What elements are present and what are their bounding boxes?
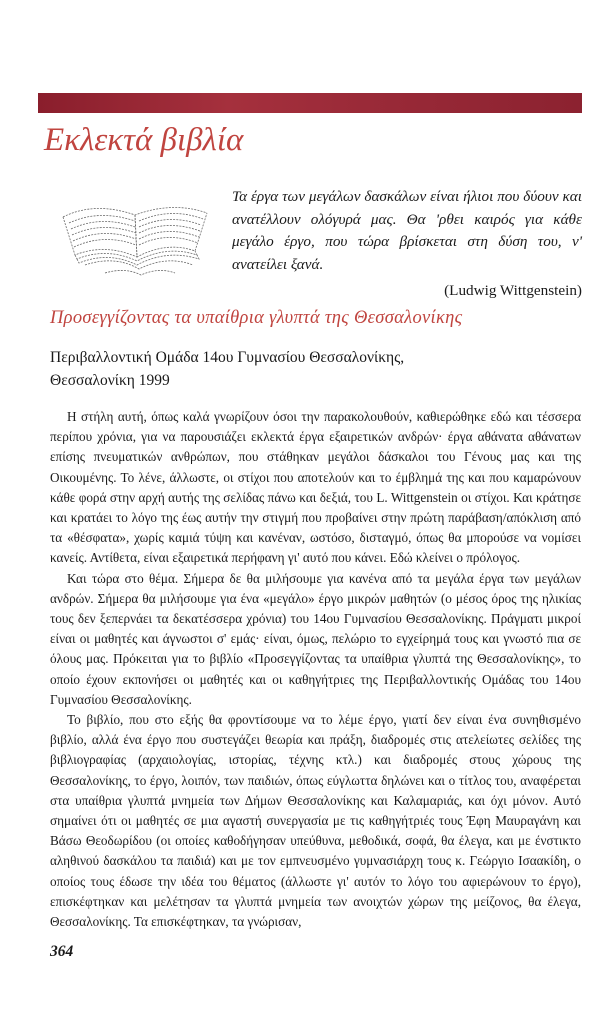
header-banner — [38, 93, 582, 113]
author-line-1: Περιβαλλοντική Ομάδα 14ου Γυμνασίου Θεσσαλονίκης, — [50, 349, 405, 366]
article-body — [50, 407, 581, 932]
open-book-icon — [55, 183, 217, 281]
body-paragraph: Και τώρα στο θέμα. Σήμερα δε θα μιλήσουμε για κανένα από τα μεγάλα έργα των μεγάλων ανδρών. Σήμερα θα μιλήσουμε για ένα «μεγάλο» έργο μικρών μαθητών (ο μέσος όρος της ηλικίας τους δεν ξεπερνάει τα δεκατέσσερα χρόνια) του 14ου Γυμνασίου Θεσσαλονίκης. Πράγματι μικροί είναι οι μαθητές και άγνωστοι σ' εμάς· είναι, όμως, πελώριο το εγχείρημά τους και γνωστό πια σε όλους μας. Πρόκειται για το βιβλίο «Προσεγγίζοντας τα υπαίθρια γλυπτά της Θεσσαλονίκης», το οποίο έχουν εκπονήσει οι μαθητές και οι καθηγήτριες της Περιβαλλοντικής Ομάδας του 14ου Γυμνασίου Θεσσαλονίκης. — [50, 570, 581, 707]
body-paragraph: Το βιβλίο, που στο εξής θα φροντίσουμε να το λέμε έργο, γιατί δεν είναι ένα συνηθισμένο βιβλίο, αλλά ένα έργο που συστεγάζει θεωρία και πράξη, διαδρομές στις ατελείωτες σελίδες της βιβλιογραφίας (αρχαιολογίας, ιστορίας, τέχνης κτλ.) και διαδρομές στους χώρους της Θεσσαλονίκης, το έργο, λοιπόν, των παιδιών, όπως εύγλωττα δηλώνει και ο τίτλος του, αναφέρεται στα υπαίθρια γλυπτά μνημεία των Δήμων Θεσσαλονίκης και Καλαμαριάς, και όχι μόνον. Αυτό σημαίνει ότι οι μαθητές σε μια αγαστή συνεργασία με τις καθηγήτριές τους Έφη Μαυραγάνη και Βάσω Θεοδωρίδου (οι οποίες καθοδήγησαν υπεύθυνα, μεθοδικά, σοφά, θα έλεγα, και με ένστικτο αληθινού δασκάλου τα παιδιά) και με τον εμπνευσμένο γυμνασιάρχη τους κ. Γεώργιο Ισαακίδη, ο οποίος τους έδωσε την ιδέα του θέματος (άλλωστε γι' αυτόν το λόγο του αφιερώνουν το έργο), επισκέφτηκαν και μελέτησαν τα γλυπτά μνημεία των ανοιχτών χώρων της μείζονος, θα έλεγα, Θεσσαλονίκης. Τα επισκέφτηκαν, τα γνώρισαν, — [50, 712, 581, 930]
page-number: 364 — [50, 943, 74, 960]
article-title: Προσεγγίζοντας τα υπαίθρια γλυπτά της Θεσσαλονίκης — [50, 308, 463, 328]
article-author — [50, 347, 520, 392]
section-title: Εκλεκτά βιβλία — [44, 122, 244, 158]
author-line-2: Θεσσαλονίκη 1999 — [50, 371, 170, 389]
epigraph-source: (Ludwig Wittgenstein) — [444, 282, 582, 299]
body-paragraph: Η στήλη αυτή, όπως καλά γνωρίζουν όσοι την παρακολουθούν, καθιερώθηκε εδώ και τέσσερα περίπου χρόνια, για να παρουσιάζει εκλεκτά έργα εξαιρετικών ανδρών· έργα αθάνατα αθάνατων επίσης πνευματικών ανθρώπων, που στάθηκαν μεγάλοι δάσκαλοι του Γένους μας και της Οικουμένης. Το λένε, άλλωστε, οι στίχοι που αποτελούν και το έμβλημά της και που καμαρώνουν κάθε φορά στην αρχή αυτής της σελίδας πάνω και δεξιά, του L. Wittgenstein οι στίχοι. Και κράτησε και κρατάει το λόγο της έως αυτήν την στιγμή που προβαίνει στην πρώτη παράβαση/απόκλιση από τα «θέσφατα», χωρίς καμιά τύψη και κανέναν, ωστόσο, δισταγμό, όπως θα μπορούσε να νομίσει κανείς. Αντίθετα, είναι εξαιρετικά περήφανη γι' αυτό που κάνει. Εδώ κλείνει ο πρόλογος. — [50, 409, 581, 566]
epigraph-quote: Τα έργα των μεγάλων δασκάλων είναι ήλιοι που δύουν και ανατέλλουν ολόγυρά μας. Θα 'ρθει καιρός για κάθε μεγάλο έργο, που τώρα βρίσκεται στη δύση του, ν' ανατείλει ξανά. — [232, 188, 582, 273]
